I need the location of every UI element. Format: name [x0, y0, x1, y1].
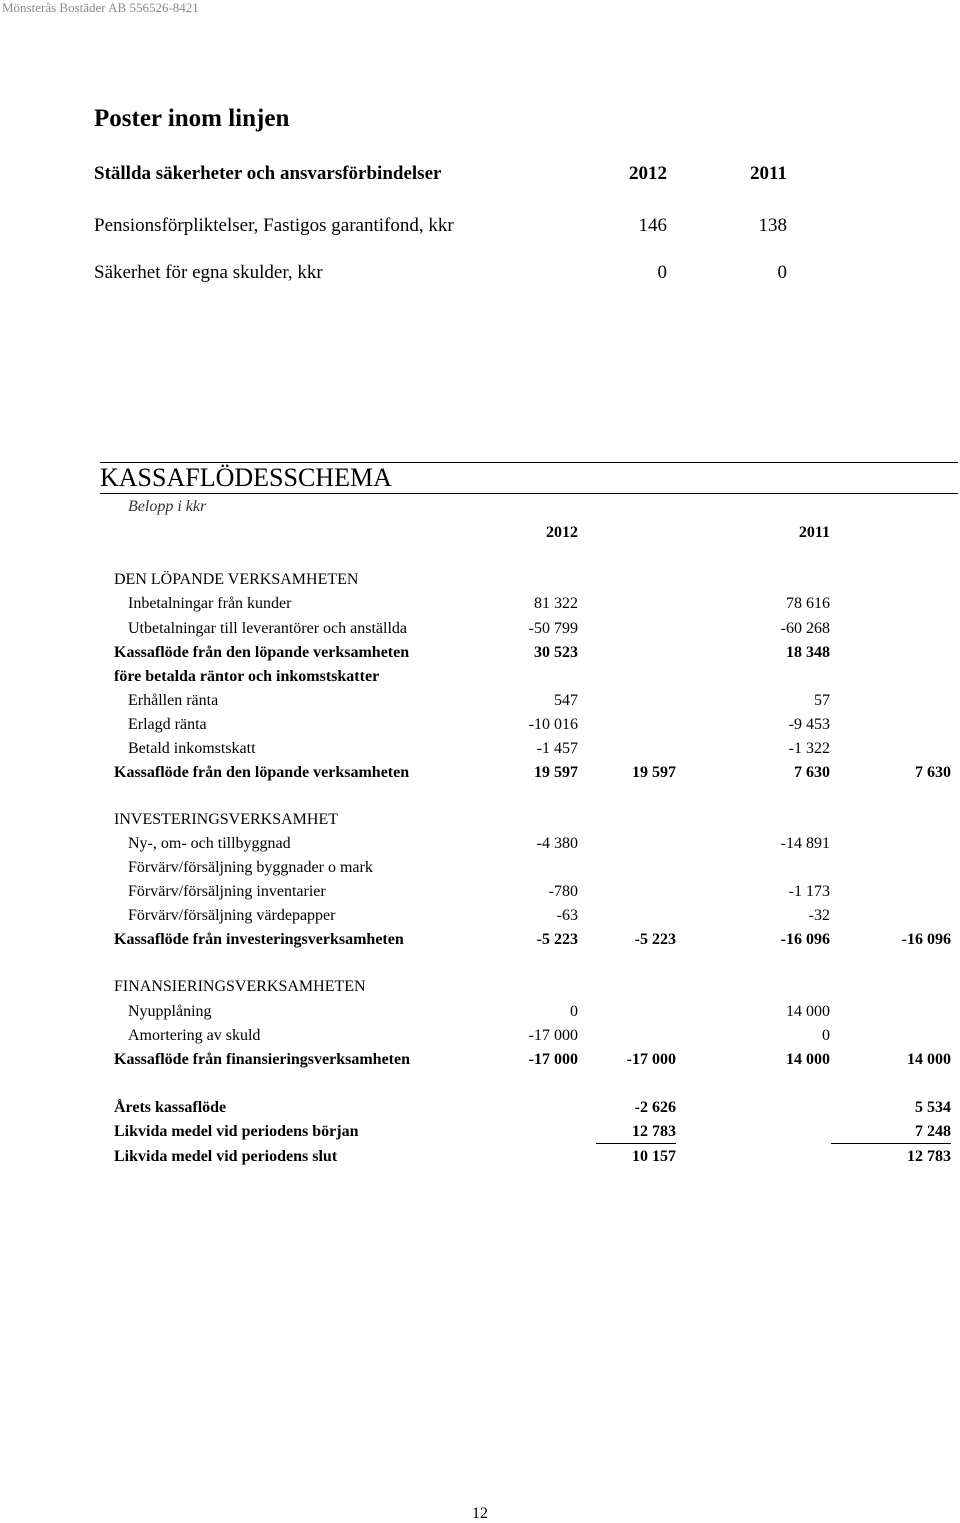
company-header: Mönsterås Bostäder AB 556526-8421 — [2, 0, 199, 15]
table-row — [0, 857, 960, 879]
row-label: Inbetalningar från kunder — [128, 595, 292, 612]
poster-row-value: 138 — [758, 215, 787, 236]
value-2011: 7 630 — [794, 764, 830, 781]
summary-row — [0, 1146, 960, 1168]
row-label: Årets kassaflöde — [114, 1099, 227, 1116]
table-row — [0, 714, 960, 736]
total-2012: -17 000 — [626, 1051, 676, 1068]
subtotal-row — [0, 642, 960, 664]
row-label: Utbetalningar till leverantörer och anställda — [128, 620, 407, 637]
row-label: Erlagd ränta — [128, 716, 207, 733]
value-2011: 57 — [814, 692, 830, 709]
poster-row-label: Säkerhet för egna skulder, kkr — [94, 262, 323, 283]
value-2011: 14 000 — [786, 1003, 830, 1020]
total-2012: 12 783 — [596, 1121, 676, 1144]
table-row — [0, 905, 960, 927]
poster-row-value: 0 — [657, 262, 667, 283]
value-2011: -60 268 — [780, 620, 830, 637]
total-2011: -16 096 — [901, 931, 951, 948]
value-2012: -63 — [556, 907, 578, 924]
total-2012: -5 223 — [634, 931, 676, 948]
row-label: Förvärv/försäljning inventarier — [128, 883, 326, 900]
value-2012: 547 — [554, 692, 578, 709]
total-2012: -2 626 — [634, 1099, 676, 1116]
summary-row — [0, 1097, 960, 1119]
value-2012: 19 597 — [534, 764, 578, 781]
value-2011: -16 096 — [780, 931, 830, 948]
value-2011: -1 173 — [788, 883, 830, 900]
value-2012: -780 — [548, 883, 578, 900]
subtotal-row-continued — [0, 666, 960, 688]
total-row — [0, 762, 960, 784]
table-row — [0, 1025, 960, 1047]
section-heading: INVESTERINGSVERKSAMHET — [114, 811, 338, 828]
row-label: Amortering av skuld — [128, 1027, 261, 1044]
section-heading-row — [0, 976, 960, 998]
table-row — [0, 593, 960, 615]
row-label: Likvida medel vid periodens början — [114, 1123, 359, 1140]
row-label: Betald inkomstskatt — [128, 740, 256, 757]
row-label: före betalda räntor och inkomstskatter — [114, 668, 380, 685]
table-row — [0, 738, 960, 760]
total-2012: 10 157 — [632, 1148, 676, 1165]
kassa-subtitle: Belopp i kkr — [128, 498, 207, 515]
row-label: Kassaflöde från finansieringsverksamheten — [114, 1051, 410, 1068]
row-label: Förvärv/försäljning byggnader o mark — [128, 859, 373, 876]
row-label: Kassaflöde från investeringsverksamheten — [114, 931, 404, 948]
row-label: Ny-, om- och tillbyggnad — [128, 835, 291, 852]
value-2012: -50 799 — [528, 620, 578, 637]
total-2011: 7 248 — [831, 1121, 951, 1144]
col-year-2012: 2012 — [546, 524, 578, 541]
poster-year-2011: 2011 — [750, 163, 787, 184]
poster-year-2012: 2012 — [629, 163, 667, 184]
kassa-title-rule — [100, 493, 958, 494]
value-2012: -10 016 — [528, 716, 578, 733]
table-row — [0, 690, 960, 712]
value-2012: -1 457 — [536, 740, 578, 757]
value-2012: 30 523 — [534, 644, 578, 661]
row-label: Erhållen ränta — [128, 692, 219, 709]
page-title: Poster inom linjen — [94, 105, 290, 132]
kassa-title: KASSAFLÖDESSCHEMA — [100, 463, 392, 492]
value-2012: 0 — [570, 1003, 578, 1020]
row-label: Kassaflöde från den löpande verksamheten — [114, 764, 410, 781]
value-2011: 78 616 — [786, 595, 830, 612]
value-2011: 0 — [822, 1027, 830, 1044]
kassa-column-header-row — [0, 522, 960, 544]
value-2011: -14 891 — [780, 835, 830, 852]
table-row — [0, 618, 960, 640]
row-label: Nyupplåning — [128, 1003, 212, 1020]
section-heading: FINANSIERINGSVERKSAMHETEN — [114, 978, 366, 995]
total-2011: 5 534 — [915, 1099, 951, 1116]
section-heading-row — [0, 809, 960, 831]
poster-row-value: 146 — [638, 215, 667, 236]
row-label: Kassaflöde från den löpande verksamheten — [114, 644, 410, 661]
row-label: Likvida medel vid periodens slut — [114, 1148, 338, 1165]
value-2011: -9 453 — [788, 716, 830, 733]
table-row — [0, 833, 960, 855]
summary-row — [0, 1121, 960, 1143]
poster-row-label: Pensionsförpliktelser, Fastigos garantifond, kkr — [94, 215, 454, 236]
value-2012: -4 380 — [536, 835, 578, 852]
section-heading-row — [0, 569, 960, 591]
total-2012: 19 597 — [632, 764, 676, 781]
col-year-2011: 2011 — [798, 524, 830, 541]
value-2011: 18 348 — [786, 644, 830, 661]
section-heading: DEN LÖPANDE VERKSAMHETEN — [114, 571, 359, 588]
value-2012: -17 000 — [528, 1051, 578, 1068]
value-2011: -1 322 — [788, 740, 830, 757]
total-row — [0, 1049, 960, 1071]
total-row — [0, 929, 960, 951]
value-2012: -17 000 — [528, 1027, 578, 1044]
table-row — [0, 881, 960, 903]
value-2012: -5 223 — [536, 931, 578, 948]
poster-row-value: 0 — [777, 262, 787, 283]
total-2011: 12 783 — [907, 1148, 951, 1165]
total-2011: 14 000 — [907, 1051, 951, 1068]
page-number: 12 — [472, 1505, 488, 1522]
value-2011: 14 000 — [786, 1051, 830, 1068]
value-2011: -32 — [808, 907, 830, 924]
poster-table-header-label: Ställda säkerheter och ansvarsförbindelser — [94, 163, 442, 184]
total-2011: 7 630 — [915, 764, 951, 781]
value-2012: 81 322 — [534, 595, 578, 612]
row-label: Förvärv/försäljning värdepapper — [128, 907, 336, 924]
table-row — [0, 1001, 960, 1023]
